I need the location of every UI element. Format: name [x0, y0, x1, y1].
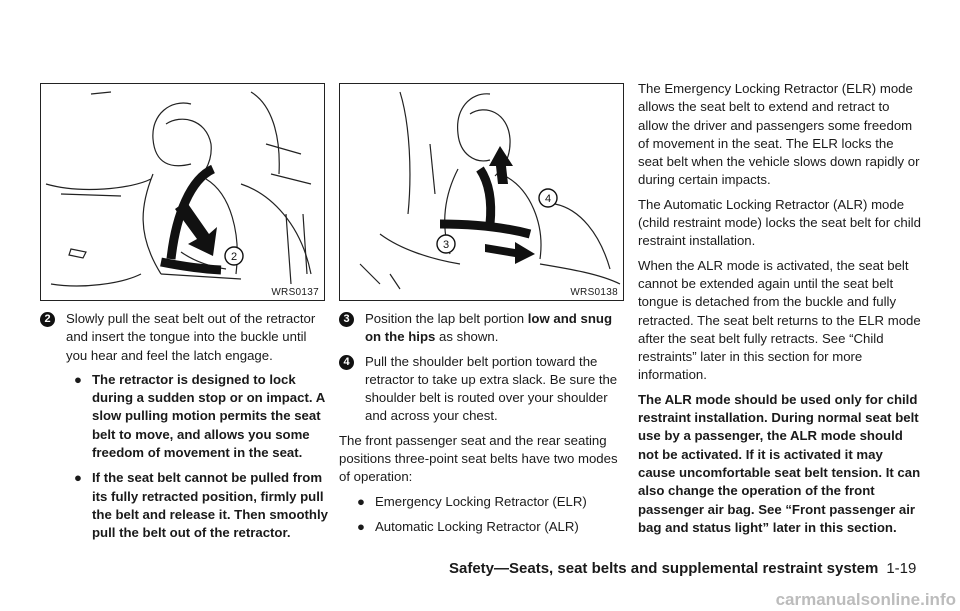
mode-item-elr: [349, 493, 627, 511]
elr-description: The Emergency Locking Retractor (ELR) mode allows the seat belt to extend and retract to allow the driver and passengers some freedom of movement in the seat. The ELR locks the seat belt when the vehicle slows down rapidly or during certain impacts.: [638, 81, 920, 188]
step-4: [339, 353, 627, 426]
page-footer: [449, 560, 916, 577]
step-3-text: Position the lap belt portion: [365, 311, 525, 326]
bullet-icon: ●: [357, 493, 365, 509]
section-title: Safety—Seats, seat belts and supplemental restraint system: [449, 560, 879, 577]
figure-lap-belt-position: [339, 83, 624, 301]
watermark: carmanualsonline.info: [775, 590, 956, 609]
figure-seat-belt-pull: [40, 83, 325, 301]
alr-warning: The ALR mode should be used only for child restraint installation. During normal seat belt use by a passenger, the ALR mode should not be activated. If it is activated it may cause uncomfortable seat belt tension. It can also change the operation of the front passenger air bag. See “Front passenger air bag and status light” later in this section.: [638, 391, 921, 535]
modes-intro: The front passenger seat and the rear seating positions three-point seat belts have two modes of operation:: [339, 432, 618, 485]
bullet-icon: ●: [74, 371, 82, 387]
mode-text: Emergency Locking Retractor (ELR): [375, 493, 587, 509]
seat-belt-pull-illustration: [41, 84, 324, 300]
step-2: [40, 310, 328, 365]
bullet-text: If the seat belt cannot be pulled from its fully retracted position, firmly pull the belt and release it. Then smoothly pull the belt out of the retractor.: [92, 470, 328, 541]
column-1: [40, 310, 328, 550]
figure-code: WRS0137: [271, 287, 319, 298]
callout-4-label: 4: [544, 193, 552, 205]
step-number-2: 2: [40, 312, 55, 327]
column-3: [638, 80, 922, 543]
figure-code: WRS0138: [570, 287, 618, 298]
callout-3-label: 3: [442, 239, 450, 251]
mode-item-alr: [349, 518, 627, 536]
bullet-text: The retractor is designed to lock during a sudden stop or on impact. A slow pulling motion permits the seat belt to move, and allows you some freedom of movement in the seat.: [92, 371, 325, 461]
step-number-3: 3: [339, 312, 354, 327]
step-4-text: Pull the shoulder belt portion toward the retractor to take up extra slack. Be sure the shoulder belt is routed over your shoulder and across your chest.: [365, 353, 618, 424]
column-2: [339, 310, 627, 543]
bullet-icon: ●: [357, 518, 365, 534]
alr-description: The Automatic Locking Retractor (ALR) mode (child restraint mode) locks the seat belt for child restraint installation.: [638, 196, 921, 249]
step-2-text: Slowly pull the seat belt out of the retractor and insert the tongue into the buckle until you hear and feel the latch engage.: [66, 311, 316, 363]
page-number: 1-19: [886, 560, 917, 577]
callout-2-label: 2: [230, 251, 238, 263]
mode-text: Automatic Locking Retractor (ALR): [375, 518, 579, 534]
bullet-item: [66, 469, 328, 542]
alr-activation: When the ALR mode is activated, the seat belt cannot be extended again until the seat belt tongue is detached from the buckle and fully retracted. The seat belt returns to the ELR mode after the seat belt fully retracts. See “Child restraints” later in this section for more information.: [638, 257, 921, 383]
bullet-item: [66, 371, 328, 462]
step-3-tail: as shown.: [439, 329, 499, 345]
step-3-emphasis: low and snug on the hips: [365, 311, 613, 345]
lap-belt-illustration: [340, 84, 623, 300]
step-number-4: 4: [339, 355, 354, 370]
bullet-icon: ●: [74, 470, 82, 486]
step-3: [339, 310, 627, 347]
